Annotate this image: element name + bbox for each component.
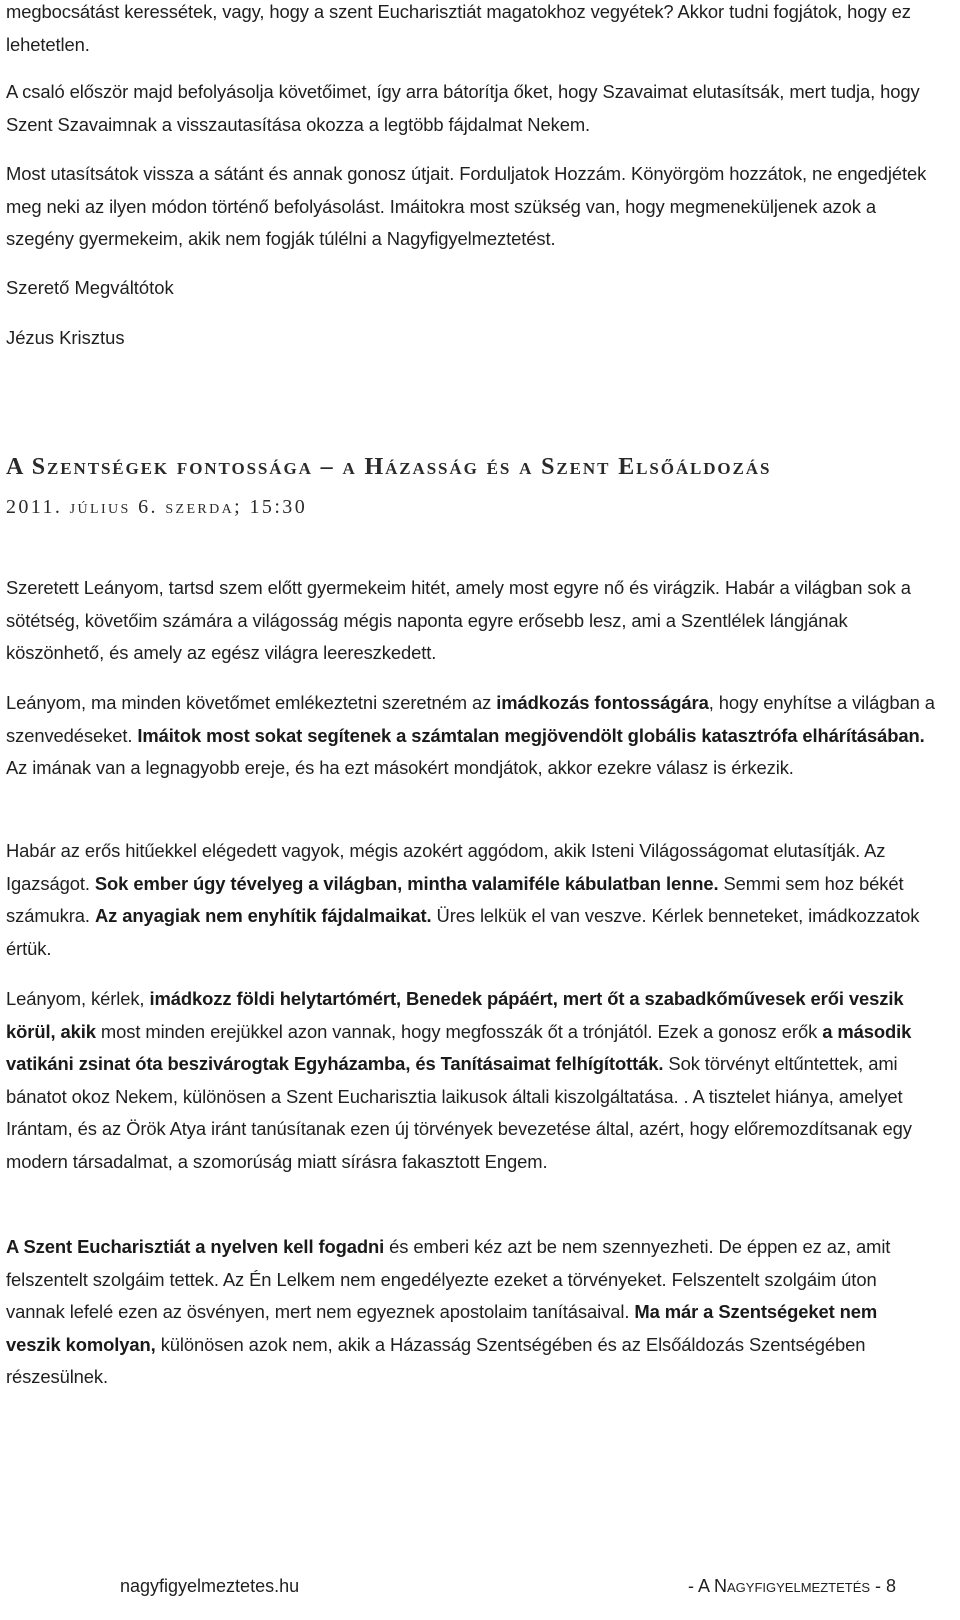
paragraph-text: Üres lelkük el van veszve. Kérlek benneteket, imádkozzatok értük. — [6, 905, 920, 959]
paragraph-text: Sok törvényt eltűntettek, ami bánatot okoz Nekem, különösen a Szent Eucharisztia laikusok általi kiszolgáltatása. . A tisztelet hiánya, amelyet Irántam, és az Örök Atya iránt tanúsítanak ezen új törvények bevezetése által, azért, hogy előremozdítsanak egy modern társadalmat, a szomorúság miatt sírásra fakasztott Engem. — [6, 1053, 912, 1172]
paragraph-text: különösen azok nem, akik a Házasság Szentségében és az Elsőáldozás Szentségében részesülnek. — [6, 1333, 866, 1387]
paragraph-text: , hogy enyhítse a világban a szenvedéseket. — [6, 692, 935, 746]
paragraph-text: Leányom, kérlek, — [6, 988, 150, 1009]
signature-line-2 — [6, 322, 125, 354]
paragraph-reject-satan — [6, 158, 936, 256]
paragraph-text: A csaló először majd befolyásolja követőimet, így arra bátorítja őket, hogy Szavaimat elutasítsák, mert tudja, hogy Szent Szavaimnak a visszautasítása okozza a legtöbb fájdalmat Nekem. — [6, 81, 920, 135]
paragraph-strong-faith — [6, 835, 936, 965]
paragraph-daughter-faith — [6, 572, 936, 670]
paragraph-text: Szeretett Leányom, tartsd szem előtt gyermekeim hitét, amely most egyre nő és virágzik. Habár a világban sok a sötétség, követőim számára a világosság mégis naponta egyre erősebb lesz, ami a Szentlélek lángjának köszönhető, és amely az egész világra leereszkedett. — [6, 577, 911, 663]
signature-line-1 — [6, 272, 174, 304]
paragraph-prayer-importance — [6, 687, 936, 785]
message-date: 2011. július 6. szerda; 15:30 — [6, 496, 308, 518]
paragraph-intro — [6, 0, 936, 61]
paragraph-pope-benedict — [6, 983, 936, 1178]
paragraph-text: Habár az erős hitűekkel elégedett vagyok, mégis azokért aggódom, akik Isteni Világosságomat elutasítják. Az Igazságot. — [6, 840, 886, 894]
paragraph-deceiver — [6, 76, 936, 141]
emphasized-text: Sok ember úgy tévelyeg a világban, mintha valamiféle kábulatban lenne. — [94, 872, 719, 894]
paragraph-text: Az imának van a legnagyobb ereje, és ha ezt másokért mondjátok, akkor ezekre válasz is érkezik. — [6, 757, 794, 778]
footer-page-number: - A Nagyfigyelmeztetés - 8 — [688, 1576, 897, 1596]
paragraph-text: Szerető Megváltótok — [6, 277, 174, 298]
paragraph-text: Most utasítsátok vissza a sátánt és annak gonosz útjait. Forduljatok Hozzám. Könyörgöm hozzátok, ne engedjétek meg neki az ilyen módon történő befolyásolást. Imáitokra most szükség van, hogy megmeneküljenek azok a szegény gyermekeim, akik nem fogják túlélni a Nagyfigyelmeztetést. — [6, 163, 927, 249]
paragraph-text: megbocsátást keressétek, vagy, hogy a szent Eucharisztiát magatokhoz vegyétek? Akkor tudni fogjátok, hogy ez lehetetlen. — [6, 1, 911, 55]
paragraph-text: most minden erejükkel azon vannak, hogy megfosszák őt a trónjától. Ezek a gonosz erők — [95, 1020, 823, 1042]
paragraph-text: Leányom, ma minden követőmet emlékeztetni szeretném az — [6, 692, 497, 713]
paragraph-text: Semmi sem hoz békét számukra. — [6, 872, 904, 926]
paragraph-text: és emberi kéz azt be nem szennyezheti. De éppen ez az, amit felszentelt szolgáim tettek. Az Én Lelkem nem engedélyezte ezeket a törvényeket. Felszentelt szolgáim úton vannak lefelé ezen az ösvényen, mert nem egyeznek apostolaim tanításaival. — [6, 1236, 891, 1322]
emphasized-text: imádkozz földi helytartómért, Benedek pápáért, mert őt a szabadkőművesek erői veszik körül, akik — [6, 988, 904, 1042]
emphasized-text: Ma már a Szentségeket nem veszik komolyan, — [6, 1301, 878, 1355]
emphasized-text: A Szent Eucharisztiát a nyelven kell fogadni — [6, 1236, 385, 1257]
paragraph-eucharist-tongue — [6, 1231, 936, 1394]
emphasized-text: Imáitok most sokat segítenek a számtalan megjövendölt globális katasztrófa elhárításában. — [137, 724, 925, 746]
emphasized-text: Az anyagiak nem enyhítik fájdalmaikat. — [94, 905, 432, 926]
footer-site: nagyfigyelmeztetes.hu — [120, 1576, 300, 1596]
emphasized-text: a második vatikáni zsinat óta beszivárogtak Egyházamba, és Tanításaimat felhígították. — [6, 1020, 912, 1074]
message-title: A Szentségek fontossága – a Házasság és a Szent Elsőáldozás — [6, 454, 772, 480]
paragraph-text: Jézus Krisztus — [6, 327, 125, 348]
emphasized-text: imádkozás fontosságára — [496, 692, 709, 713]
